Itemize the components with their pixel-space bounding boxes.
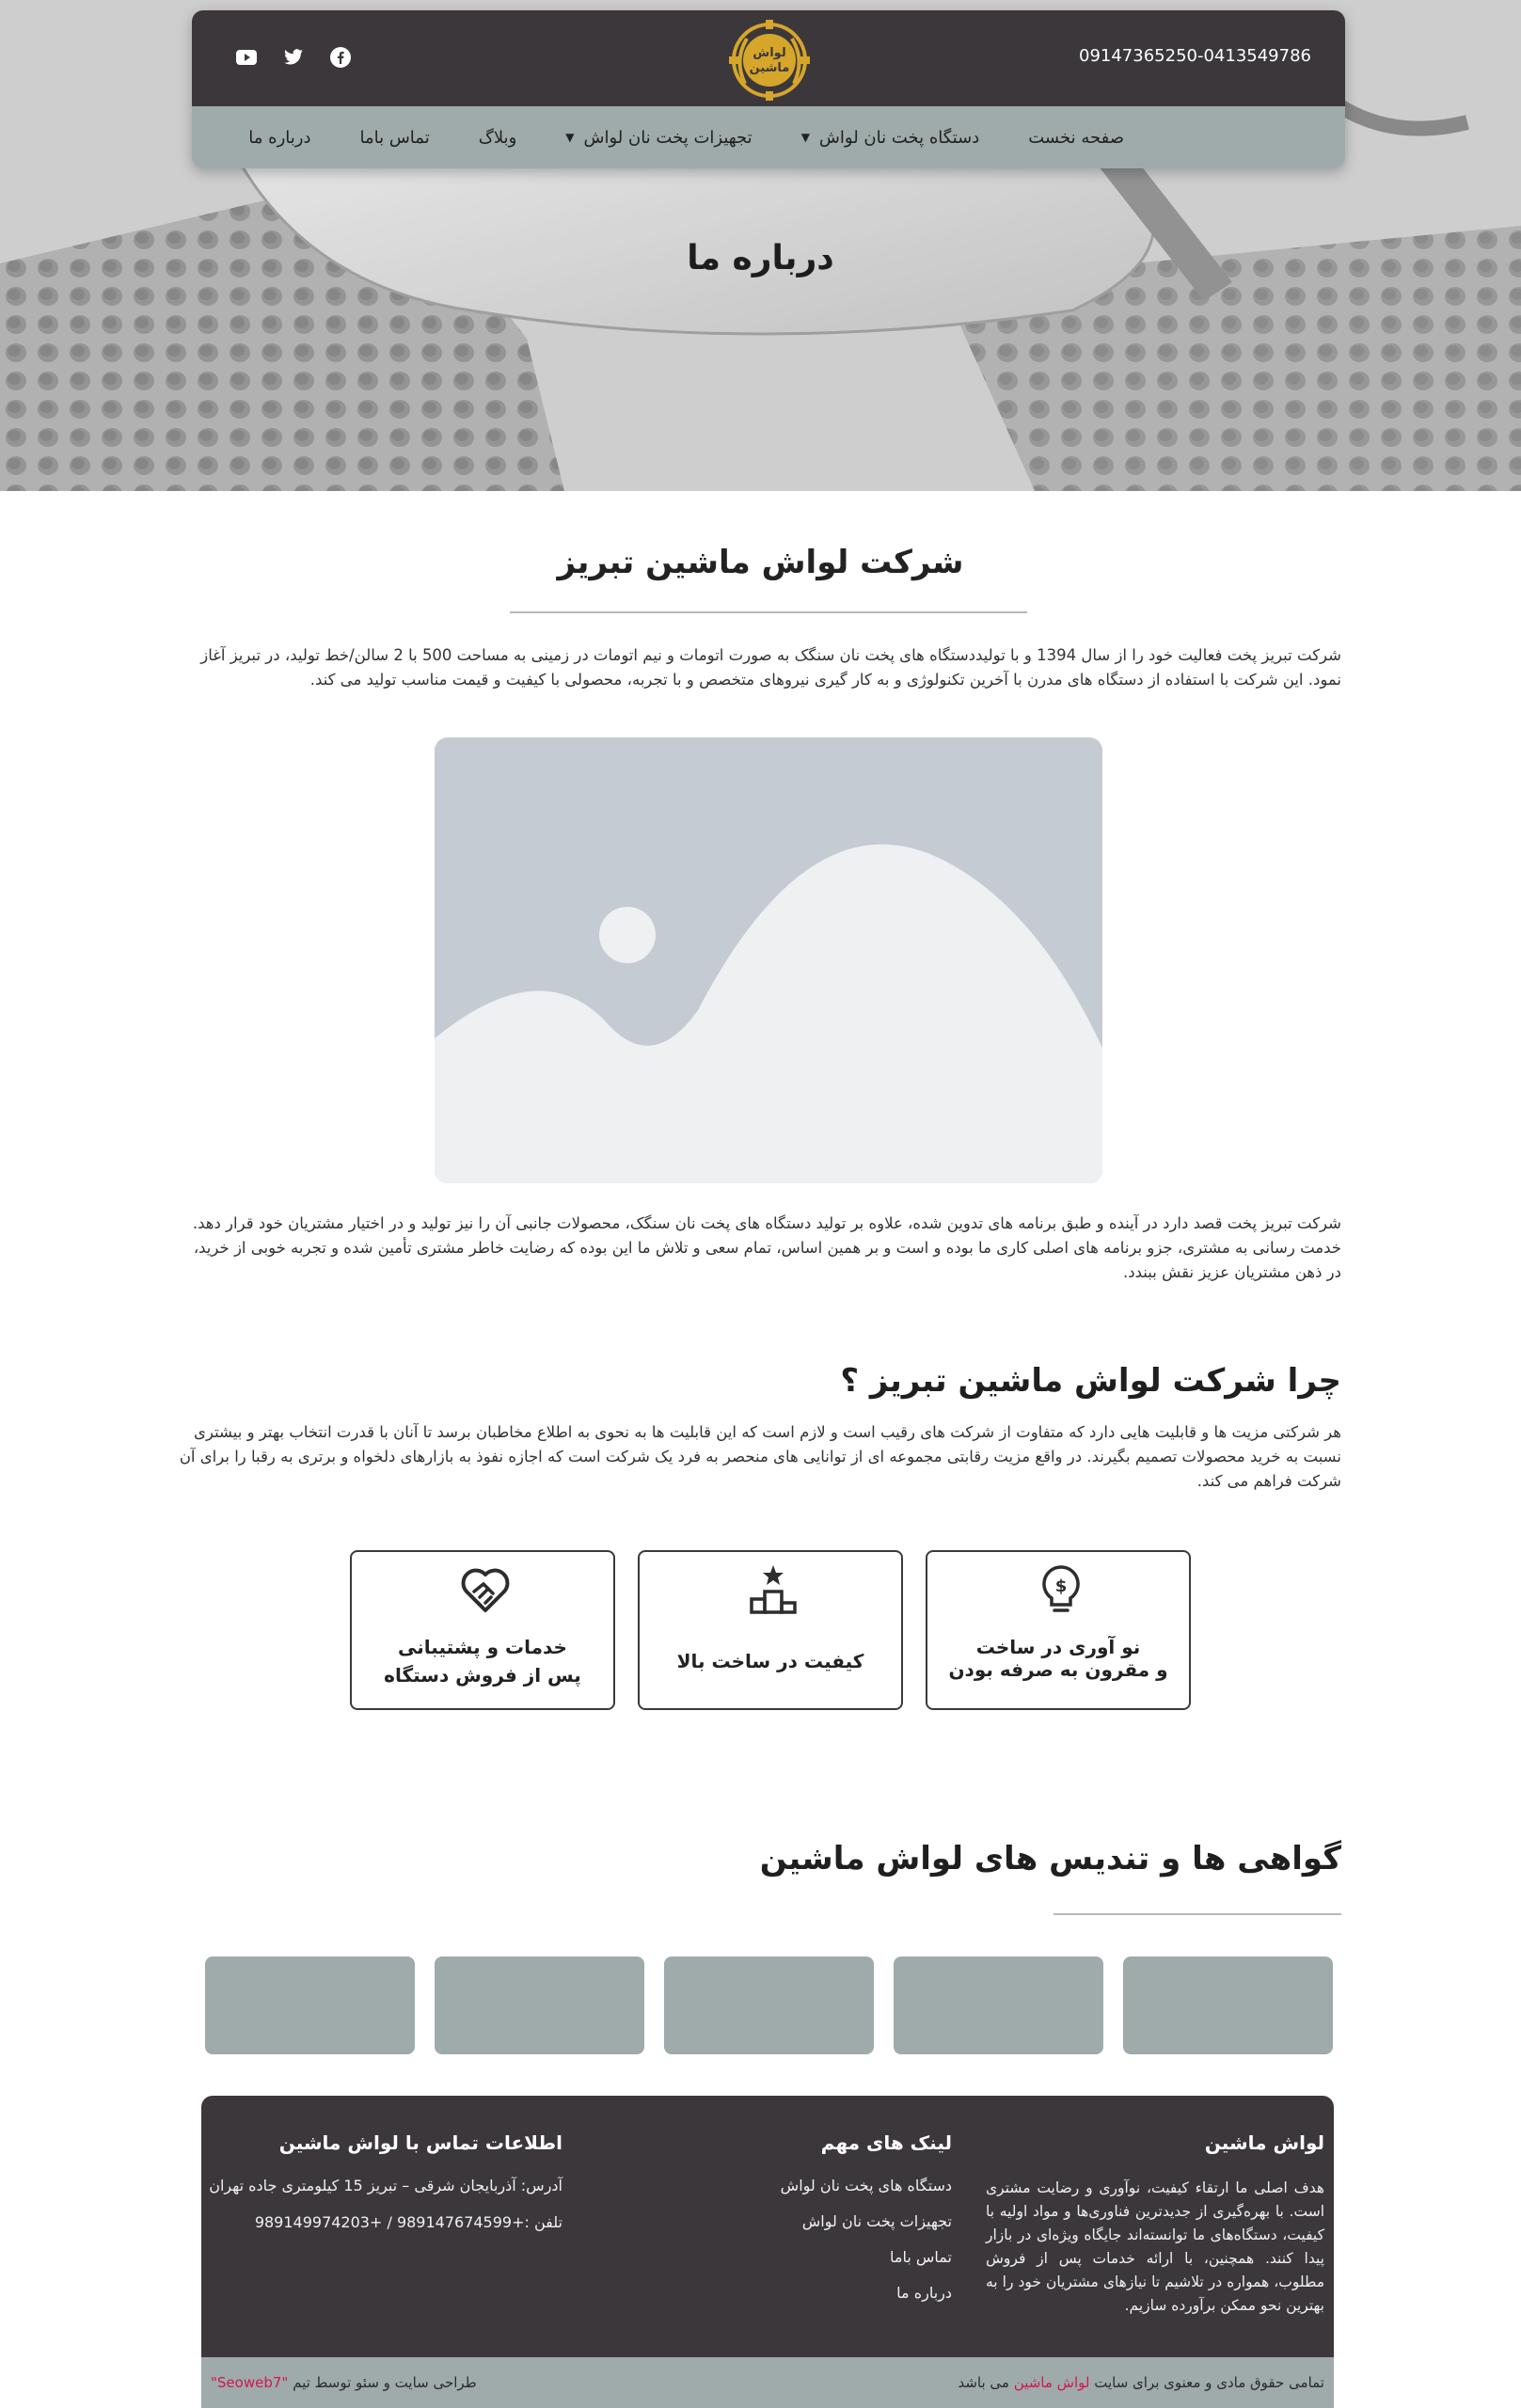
phone-number[interactable]: 09147365250-0413549786 xyxy=(1079,46,1311,66)
features-row xyxy=(350,1550,1191,1710)
header-topbar xyxy=(192,10,1345,106)
nav-contact[interactable] xyxy=(359,128,429,148)
designer-credit xyxy=(211,2374,477,2391)
main-nav xyxy=(192,106,1345,168)
cert-slide[interactable] xyxy=(205,1956,415,2054)
nav-lavash-equipment-label: تجهیزات پخت نان لواش xyxy=(583,127,753,148)
credit-pre: طراحی سایت و سئو توسط تیم xyxy=(293,2374,477,2391)
feature-card-innovation xyxy=(926,1550,1191,1710)
nav-about[interactable] xyxy=(248,128,310,148)
certs-divider xyxy=(1054,1913,1341,1915)
about-body-text: شرکت تبریز پخت قصد دارد در آینده و طبق برنامه های تدوین شده، علاوه بر تولید دستگاه های پخت نان سنگک، محصولات جانبی آن را نیز تولید و در اختیار مشتریان خود قرار دهد. خدمت رسانی به مشتری، جزو برنامه های اصلی کاری ما بوده و است و بر همین اساس، تمام سعی و تلاش ما این بوده که رضایت خاطر مشتری تأمین شده و تجربه خوبی از خرید، در ذهن مشتریان عزیز نقش ببندد. xyxy=(192,1214,1341,1281)
footer-contact xyxy=(205,2131,562,2250)
why-heading: چرا شرکت لواش ماشین تبریز ؟ xyxy=(840,1362,1341,1400)
cert-slide[interactable] xyxy=(664,1956,874,2054)
cert-slide[interactable] xyxy=(435,1956,644,2054)
feature-card-support xyxy=(350,1550,615,1710)
social-links xyxy=(235,46,352,69)
chevron-down-icon: ▼ xyxy=(800,131,810,144)
site-footer xyxy=(201,2096,1334,2408)
feature-card-quality xyxy=(638,1550,903,1710)
footer-about xyxy=(986,2131,1324,2318)
footer-about-title: لواش ماشین xyxy=(1204,2131,1324,2154)
footer-address: آدرس: آذربایجان شرقی – تبریز 15 کیلومتری جاده تهران xyxy=(209,2177,562,2194)
twitter-icon[interactable] xyxy=(282,46,305,69)
feature-support-line2: پس از فروش دستگاه xyxy=(384,1664,581,1687)
podium-star-icon xyxy=(749,1563,798,1616)
logo-text-line1: لواش xyxy=(753,46,786,60)
cert-slide[interactable] xyxy=(894,1956,1103,2054)
copyright-text xyxy=(958,2374,1324,2391)
nav-about-label: درباره ما xyxy=(248,127,311,148)
nav-blog-label: وبلاگ xyxy=(478,127,517,148)
money-bulb-icon xyxy=(1037,1563,1085,1616)
site-header xyxy=(192,10,1345,168)
cert-slide[interactable] xyxy=(1123,1956,1333,2054)
footer-phones[interactable]: تلفن :+989147674599 / +989149974203 xyxy=(254,2213,562,2231)
footer-about-text: هدف اصلی ما ارتقاء کیفیت، نوآوری و رضایت مشتری است. با بهره‌گیری از جدیدترین فناوری‌ها و مواد اولیه با کیفیت، دستگاه‌های ما توانسته‌اند جایگاه ویژه‌ای در بازار پیدا کنند. همچنین، با ارائه خدمات پس از فروش مطلوب، همواره در تلاشیم تا نیازهای مشتریان خود را به بهترین نحو ممکن برآورده سازیم. xyxy=(986,2179,1324,2314)
facebook-icon[interactable] xyxy=(329,46,352,69)
why-text: هر شرکتی مزیت ها و قابلیت هایی دارد که متفاوت از شرکت های رقیب است و لازم است که این قابلیت ها به نحوی به اطلاع مخاطبان برسد تا آنان با قدرت انتخاب بهتر و بیشتری نسبت به خرید محصولات تصمیم بگیرند. در واقع مزیت رقابتی مجموعه ای از توانایی های منحصر به فرد یک شرکت است که اجازه نفوذ به بازارهای دلخواه و برتری به رقبا را برای آن شرکت فراهم می کند. xyxy=(179,1423,1341,1490)
nav-lavash-machines[interactable] xyxy=(801,128,980,148)
about-image-placeholder xyxy=(435,737,1102,1183)
nav-home[interactable] xyxy=(1028,128,1124,148)
footer-contact-title: اطلاعات تماس با لواش ماشین xyxy=(278,2131,562,2154)
credit-brand-link[interactable]: "Seoweb7" xyxy=(211,2374,289,2391)
copyright-post: می باشد xyxy=(958,2374,1009,2391)
footer-link-machines[interactable]: دستگاه های پخت نان لواش xyxy=(780,2177,952,2194)
nav-lavash-equipment[interactable] xyxy=(565,128,752,148)
certs-heading: گواهی ها و تندیس های لواش ماشین xyxy=(759,1840,1341,1877)
footer-links xyxy=(670,2131,952,2320)
footer-links-title: لینک های مهم xyxy=(820,2131,952,2154)
about-heading: شرکت لواش ماشین تبریز xyxy=(557,544,964,581)
feature-innovation-line1: نو آوری در ساخت xyxy=(975,1636,1141,1658)
page-title: درباره ما xyxy=(687,239,834,277)
image-placeholder-icon xyxy=(435,737,1102,1183)
footer-link-equipment[interactable]: تجهیزات پخت نان لواش xyxy=(801,2212,952,2230)
footer-link-about[interactable]: درباره ما xyxy=(896,2284,952,2302)
youtube-icon[interactable] xyxy=(235,46,258,69)
svg-text:$: $ xyxy=(1054,1576,1068,1596)
copyright-pre: تمامی حقوق مادی و معنوی برای سایت xyxy=(1094,2374,1324,2391)
footer-link-contact[interactable]: تماس باما xyxy=(890,2248,952,2266)
nav-lavash-machines-label: دستگاه پخت نان لواش xyxy=(818,127,980,148)
nav-contact-label: تماس باما xyxy=(359,127,430,148)
feature-innovation-line2: و مقرون به صرفه بودن xyxy=(948,1658,1168,1681)
feature-quality-line1: کیفیت در ساخت بالا xyxy=(676,1650,864,1672)
about-intro-text: شرکت تبریز پخت فعالیت خود را از سال 1394 و با تولیددستگاه های پخت نان سنگک به صورت اتومات و نیم اتومات در زمینی به مساحت 500 با 2 سالن/خط تولید، در تبریز آغاز نمود. این شرکت با استفاده از دستگاه های مدرن با آخرین تکنولوژی و به کار گیری نیروهای متخصص و با تجربه، محصولی با کیفیت و قیمت مناسب تولید می کند. xyxy=(200,646,1341,689)
copyright-brand-link[interactable]: لواش ماشین xyxy=(1013,2374,1090,2391)
footer-bottom-bar xyxy=(201,2357,1334,2408)
site-logo[interactable] xyxy=(724,18,815,103)
feature-support-line1: خدمات و پشتیبانی xyxy=(398,1636,567,1658)
chevron-down-icon: ▼ xyxy=(565,131,575,144)
certs-carousel xyxy=(205,1956,1333,2054)
nav-blog[interactable] xyxy=(479,128,517,148)
logo-text-line2: ماشین xyxy=(749,61,790,75)
handshake-heart-icon xyxy=(461,1563,510,1616)
about-divider xyxy=(510,611,1027,613)
nav-home-label: صفحه نخست xyxy=(1028,127,1124,148)
